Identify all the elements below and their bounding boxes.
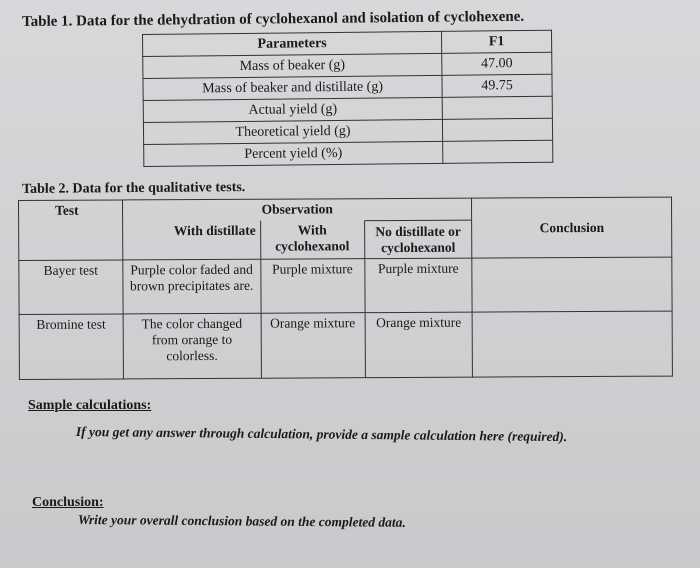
- table2-with-distillate-cell: The color changed from orange to colorless.: [123, 314, 261, 379]
- table2-conclusion-header: Conclusion: [472, 197, 672, 258]
- table1-value: [442, 118, 552, 141]
- table1-col-header: F1: [441, 30, 551, 53]
- table2-header-row: [19, 197, 672, 222]
- table2-test-name: Bayer test: [19, 260, 123, 315]
- table2-with-distillate-header: With distillate: [122, 221, 260, 260]
- sample-calculations-note: If you get any answer through calculation, provide a sample calculation here (required).: [75, 424, 568, 445]
- table2-with-cyclohexanol-header: With cyclohexanol: [260, 221, 364, 260]
- table-row: [144, 140, 553, 166]
- table2-with-cyclohexanol-cell: Purple mixture: [260, 259, 364, 314]
- table2-no-distillate-cell: Orange mixture: [365, 313, 473, 378]
- table2-conclusion-cell: [473, 312, 673, 378]
- table2-no-distillate-cell: Purple mixture: [364, 258, 472, 313]
- table1-label: Mass of beaker (g): [143, 53, 442, 78]
- table1-value: [442, 96, 552, 119]
- conclusion-note: Write your overall conclusion based on the completed data.: [77, 512, 406, 530]
- table2: [18, 197, 673, 380]
- table1-param-header: Parameters: [143, 31, 442, 56]
- table-row: [19, 312, 672, 380]
- table1-label: Theoretical yield (g): [143, 119, 442, 144]
- table2-with-cyclohexanol-cell: Orange mixture: [261, 313, 365, 378]
- table1-label: Mass of beaker and distillate (g): [143, 75, 442, 100]
- table-row: [19, 257, 672, 315]
- table1-value: 49.75: [442, 74, 552, 97]
- sample-calculations-heading: Sample calculations:: [28, 398, 152, 413]
- table2-test-name: Bromine test: [19, 314, 123, 379]
- table2-test-header: Test: [19, 200, 123, 261]
- table2-conclusion-cell: [472, 257, 672, 312]
- table2-with-distillate-cell: Purple color faded and brown precipitates are.: [123, 260, 261, 315]
- table1-value: [443, 140, 553, 163]
- table1-label: Percent yield (%): [144, 141, 443, 166]
- table1-title: Table 1. Data for the dehydration of cyclohexanol and isolation of cyclohexene.: [22, 8, 525, 30]
- table2-observation-header: Observation: [122, 198, 472, 222]
- table1: [142, 30, 553, 167]
- table1-label: Actual yield (g): [143, 97, 442, 122]
- table2-no-distillate-header: No distillate or cyclohexanol: [364, 220, 472, 259]
- conclusion-heading: Conclusion:: [32, 495, 104, 510]
- table1-value: 47.00: [442, 52, 552, 75]
- table2-title: Table 2. Data for the qualitative tests.: [22, 180, 246, 197]
